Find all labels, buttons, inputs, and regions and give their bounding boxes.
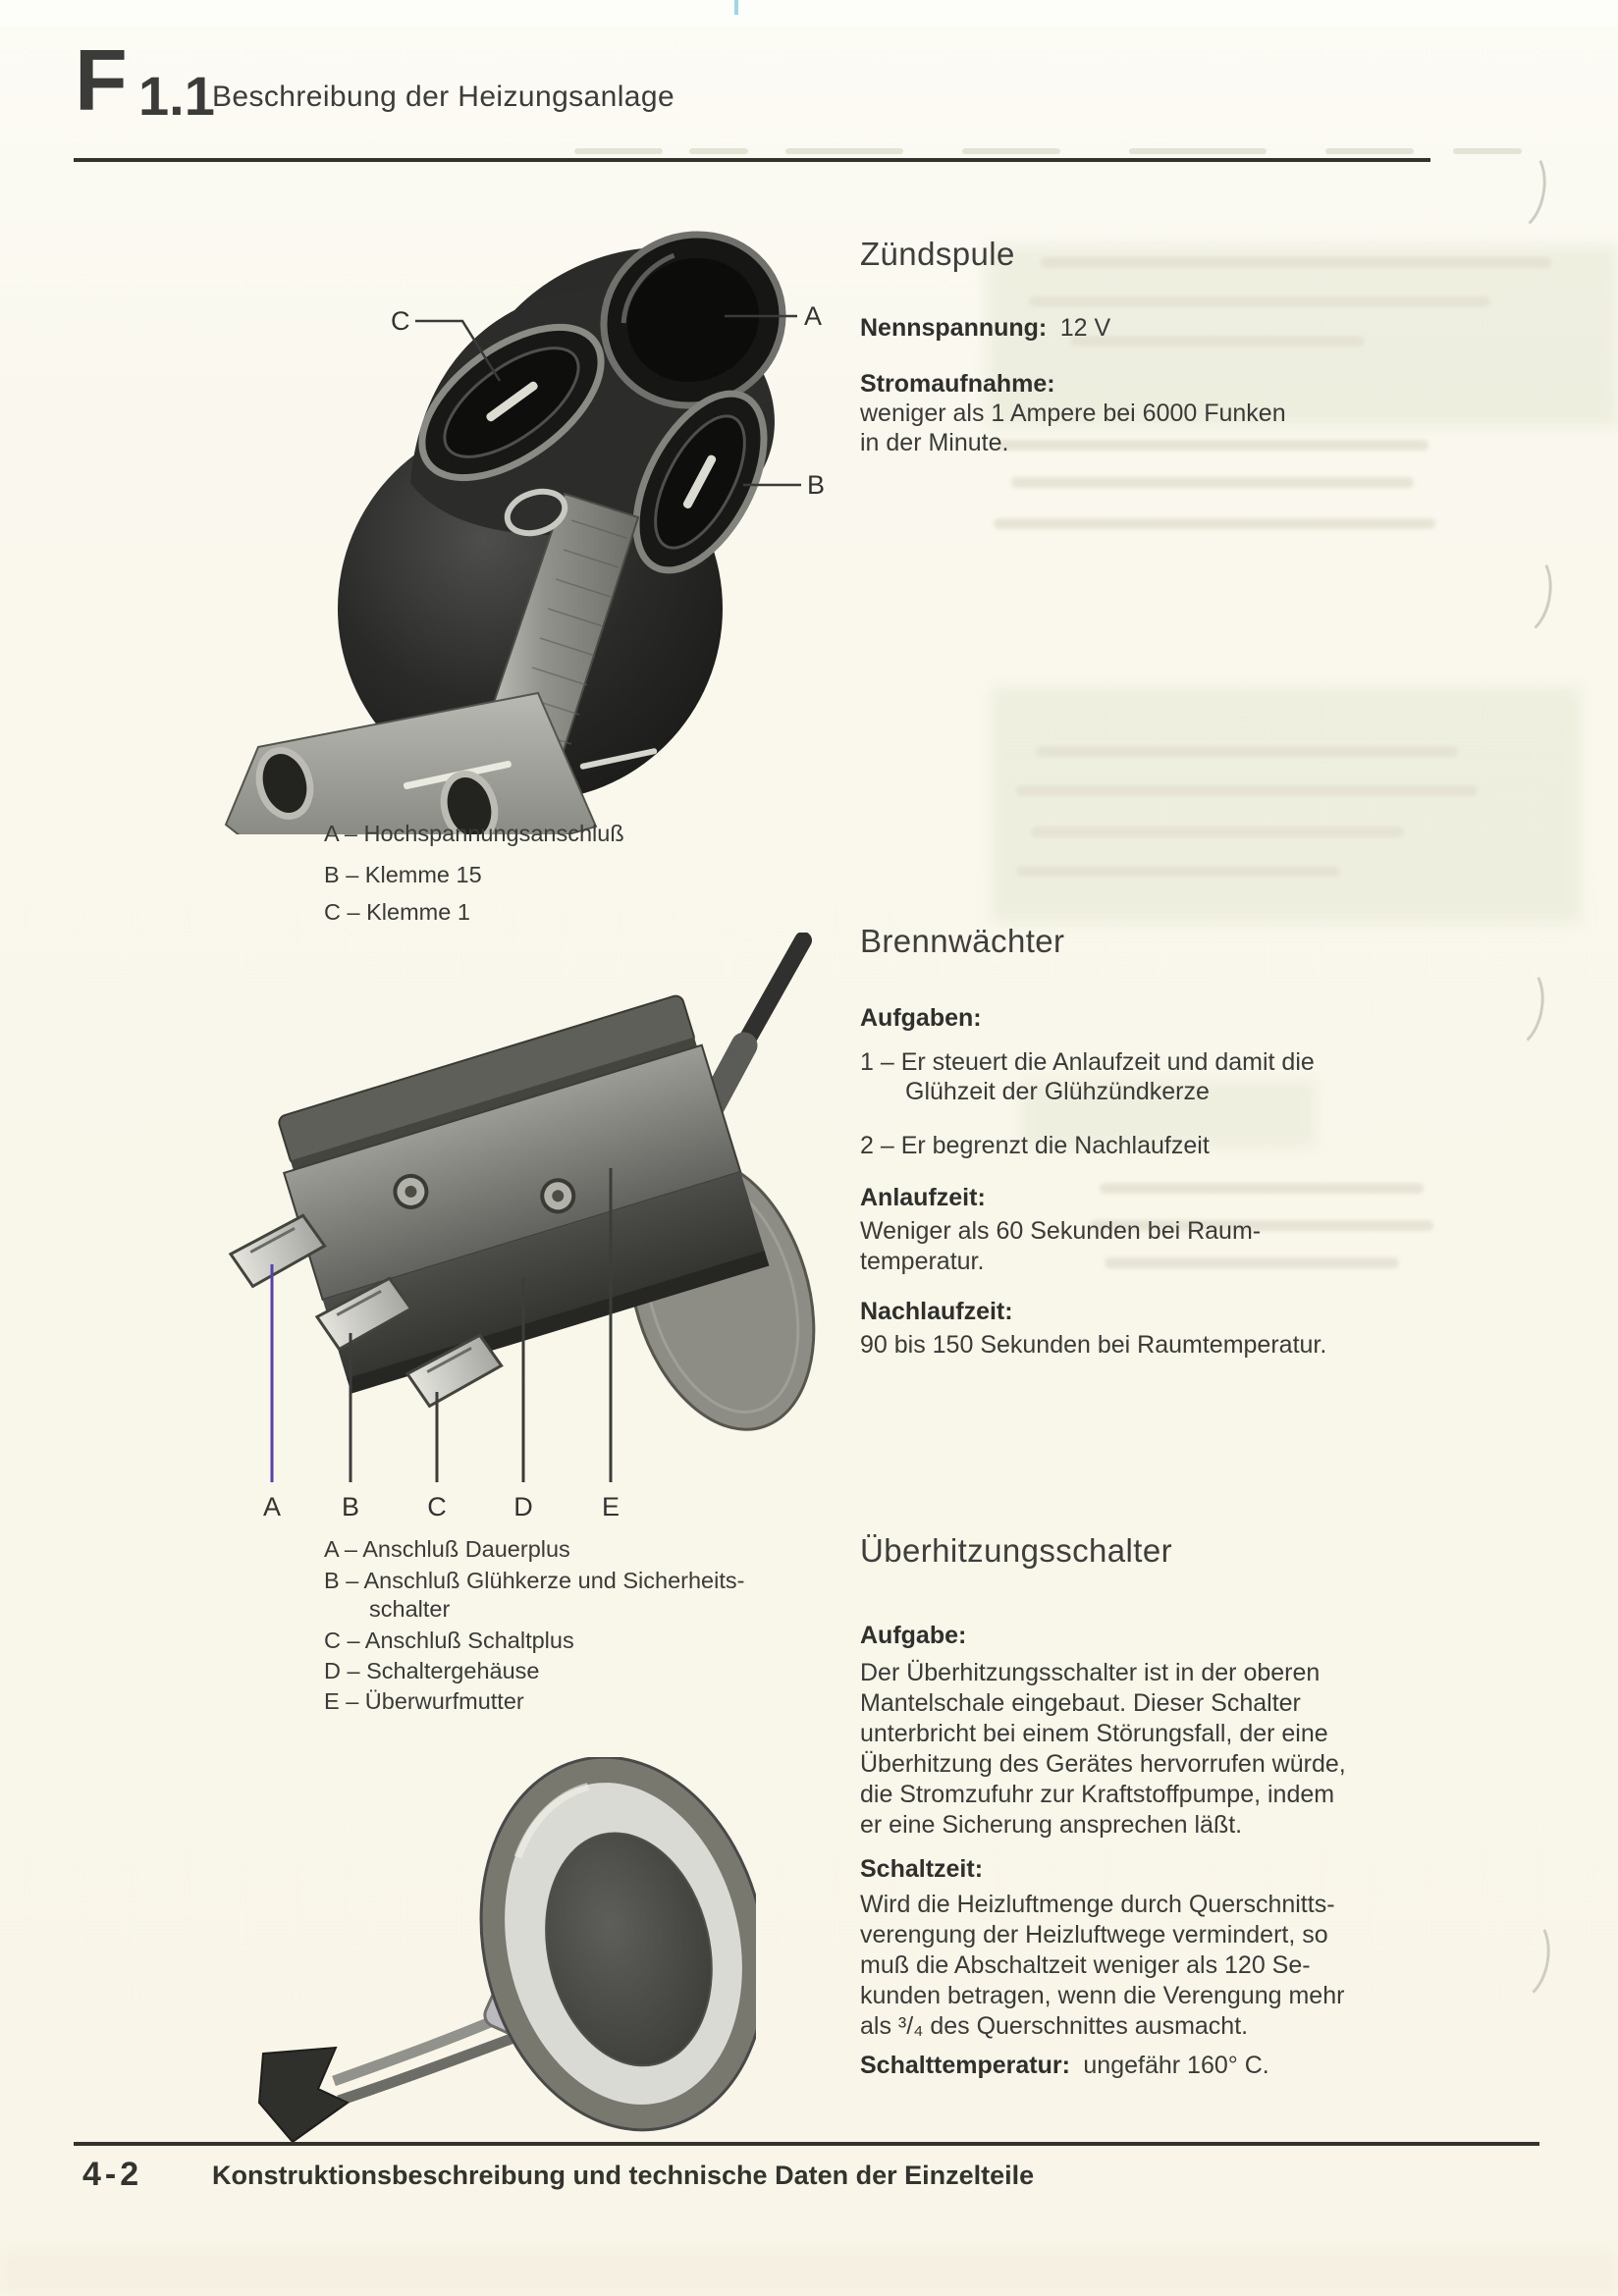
task1-line: Glühzeit der Glühzündkerze [905, 1078, 1210, 1105]
voltage-label: Nennspannung: [860, 314, 1048, 342]
footer-rule [74, 2142, 1539, 2146]
switchtime-line: muß die Abschaltzeit weniger als 120 Se- [860, 1951, 1311, 1979]
header-rule [74, 158, 1430, 162]
startup-line: Weniger als 60 Sekunden bei Raum- [860, 1217, 1262, 1245]
figure2-label-e: E [601, 1492, 620, 1522]
figure2-caption-line: C – Anschluß Schaltplus [324, 1628, 574, 1653]
figure2-caption-line: E – Überwurfmutter [324, 1688, 524, 1714]
scan-ghost-dash [689, 148, 748, 154]
task-line: Der Überhitzungsschalter ist in der oberen [860, 1659, 1321, 1686]
task-line: die Stromzufuhr zur Kraftstoffpumpe, indem [860, 1781, 1335, 1808]
voltage-value: 12 V [1059, 314, 1111, 342]
task1-line: 1 – Er steuert die Anlaufzeit und damit die [860, 1048, 1315, 1076]
figure2-label-b: B [341, 1492, 360, 1522]
scan-ghost-dash [1129, 148, 1267, 154]
tasks-label: Aufgaben: [860, 1004, 982, 1032]
figure1-caption-line: A – Hochspannungsanschluß [324, 821, 624, 846]
scan-ghost-dash [1325, 148, 1414, 154]
current-line: in der Minute. [860, 429, 1009, 456]
scan-tint [992, 687, 1581, 923]
figure2-label-d: D [513, 1492, 533, 1522]
scan-ghost-line [1029, 296, 1490, 307]
scan-binder-arc [1485, 960, 1550, 1052]
figure2-caption-line: B – Anschluß Glühkerze und Sicherheits- [324, 1568, 745, 1593]
scan-ghost-line [1036, 746, 1458, 757]
rundown-text: 90 bis 150 Sekunden bei Raumtemperatur. [860, 1331, 1327, 1359]
figure2-caption-line: D – Schaltergehäuse [324, 1658, 540, 1683]
scan-ghost-line [1070, 336, 1365, 347]
scan-ghost-dash [785, 148, 903, 154]
task-line: Mantelschale eingebaut. Dieser Schalter [860, 1689, 1301, 1717]
scan-ghost-line [1031, 827, 1404, 837]
switchtime-line: verengung der Heizluftwege vermindert, so [860, 1921, 1328, 1949]
figure1-caption-line: B – Klemme 15 [324, 862, 482, 887]
footer-page-number: 4-2 [82, 2156, 143, 2193]
scan-ghost-line [1100, 1183, 1424, 1194]
figure1-caption-line: C – Klemme 1 [324, 899, 470, 925]
scan-binder-arc [1493, 548, 1558, 640]
scan-tint [0, 2248, 1618, 2296]
temp-value: ungefähr 160° C. [1083, 2052, 1269, 2079]
rundown-label: Nachlaufzeit: [860, 1298, 1013, 1325]
current-label: Stromaufnahme: [860, 370, 1055, 398]
zuendspule-heading: Zündspule [860, 236, 1015, 272]
scan-binder-arc [1487, 143, 1552, 236]
footer-title: Konstruktionsbeschreibung und technische Daten der Einzelteile [212, 2161, 1035, 2190]
temp-row [860, 2052, 1269, 2080]
scan-ghost-line [1016, 785, 1478, 796]
task2-line: 2 – Er begrenzt die Nachlaufzeit [860, 1132, 1210, 1159]
task-line: er eine Sicherung ansprechen läßt. [860, 1811, 1243, 1839]
figure2-caption-line: A – Anschluß Dauerplus [324, 1536, 570, 1562]
figure2-label-a: A [262, 1492, 282, 1522]
task-label: Aufgabe: [860, 1622, 967, 1649]
figure1-label-c: C [391, 306, 410, 336]
scan-ghost-dash [574, 148, 663, 154]
scan-binder-arc [1491, 1912, 1556, 2004]
scan-ghost-line [1041, 257, 1551, 268]
scan-cyan-mark [734, 0, 738, 15]
task-line: Überhitzung des Gerätes hervorrufen würde, [860, 1750, 1346, 1778]
brennwaechter-photo [167, 933, 844, 1522]
voltage-row [860, 314, 1110, 343]
page-title: Beschreibung der Heizungsanlage [212, 80, 675, 113]
startup-label: Anlaufzeit: [860, 1184, 986, 1211]
current-line: weniger als 1 Ampere bei 6000 Funken [860, 400, 1286, 427]
figure1-label-a: A [804, 301, 823, 331]
zuendspule-photo [167, 226, 844, 834]
figure1-label-b: B [807, 470, 826, 500]
switchtime-line: kunden betragen, wenn die Verengung mehr [860, 1982, 1345, 2009]
figure2-label-c: C [427, 1492, 447, 1522]
switchtime-label: Schaltzeit: [860, 1855, 984, 1883]
ueberhitzungsschalter-photo [245, 1757, 756, 2160]
scan-ghost-line [1105, 1257, 1399, 1268]
switchtime-line: Wird die Heizluftmenge durch Querschnitts- [860, 1891, 1335, 1918]
scan-ghost-dash [962, 148, 1060, 154]
scan-ghost-line [1016, 866, 1340, 877]
startup-line: temperatur. [860, 1248, 985, 1275]
scan-top-strip [0, 0, 1618, 26]
switchtime-line: als ³/₄ des Querschnittes ausmacht. [860, 2012, 1249, 2040]
scan-ghost-line [997, 440, 1429, 451]
task-line: unterbricht bei einem Störungsfall, der eine [860, 1720, 1328, 1747]
scan-ghost-line [1011, 477, 1414, 488]
section-code: F [75, 31, 128, 129]
section-number: 1.1 [138, 65, 215, 127]
brennwaechter-heading: Brennwächter [860, 923, 1065, 959]
figure2-caption-line: schalter [369, 1596, 451, 1622]
temp-label: Schalttemperatur: [860, 2052, 1070, 2079]
ueberhitzung-heading: Überhitzungsschalter [860, 1532, 1172, 1569]
scan-ghost-line [994, 518, 1435, 529]
